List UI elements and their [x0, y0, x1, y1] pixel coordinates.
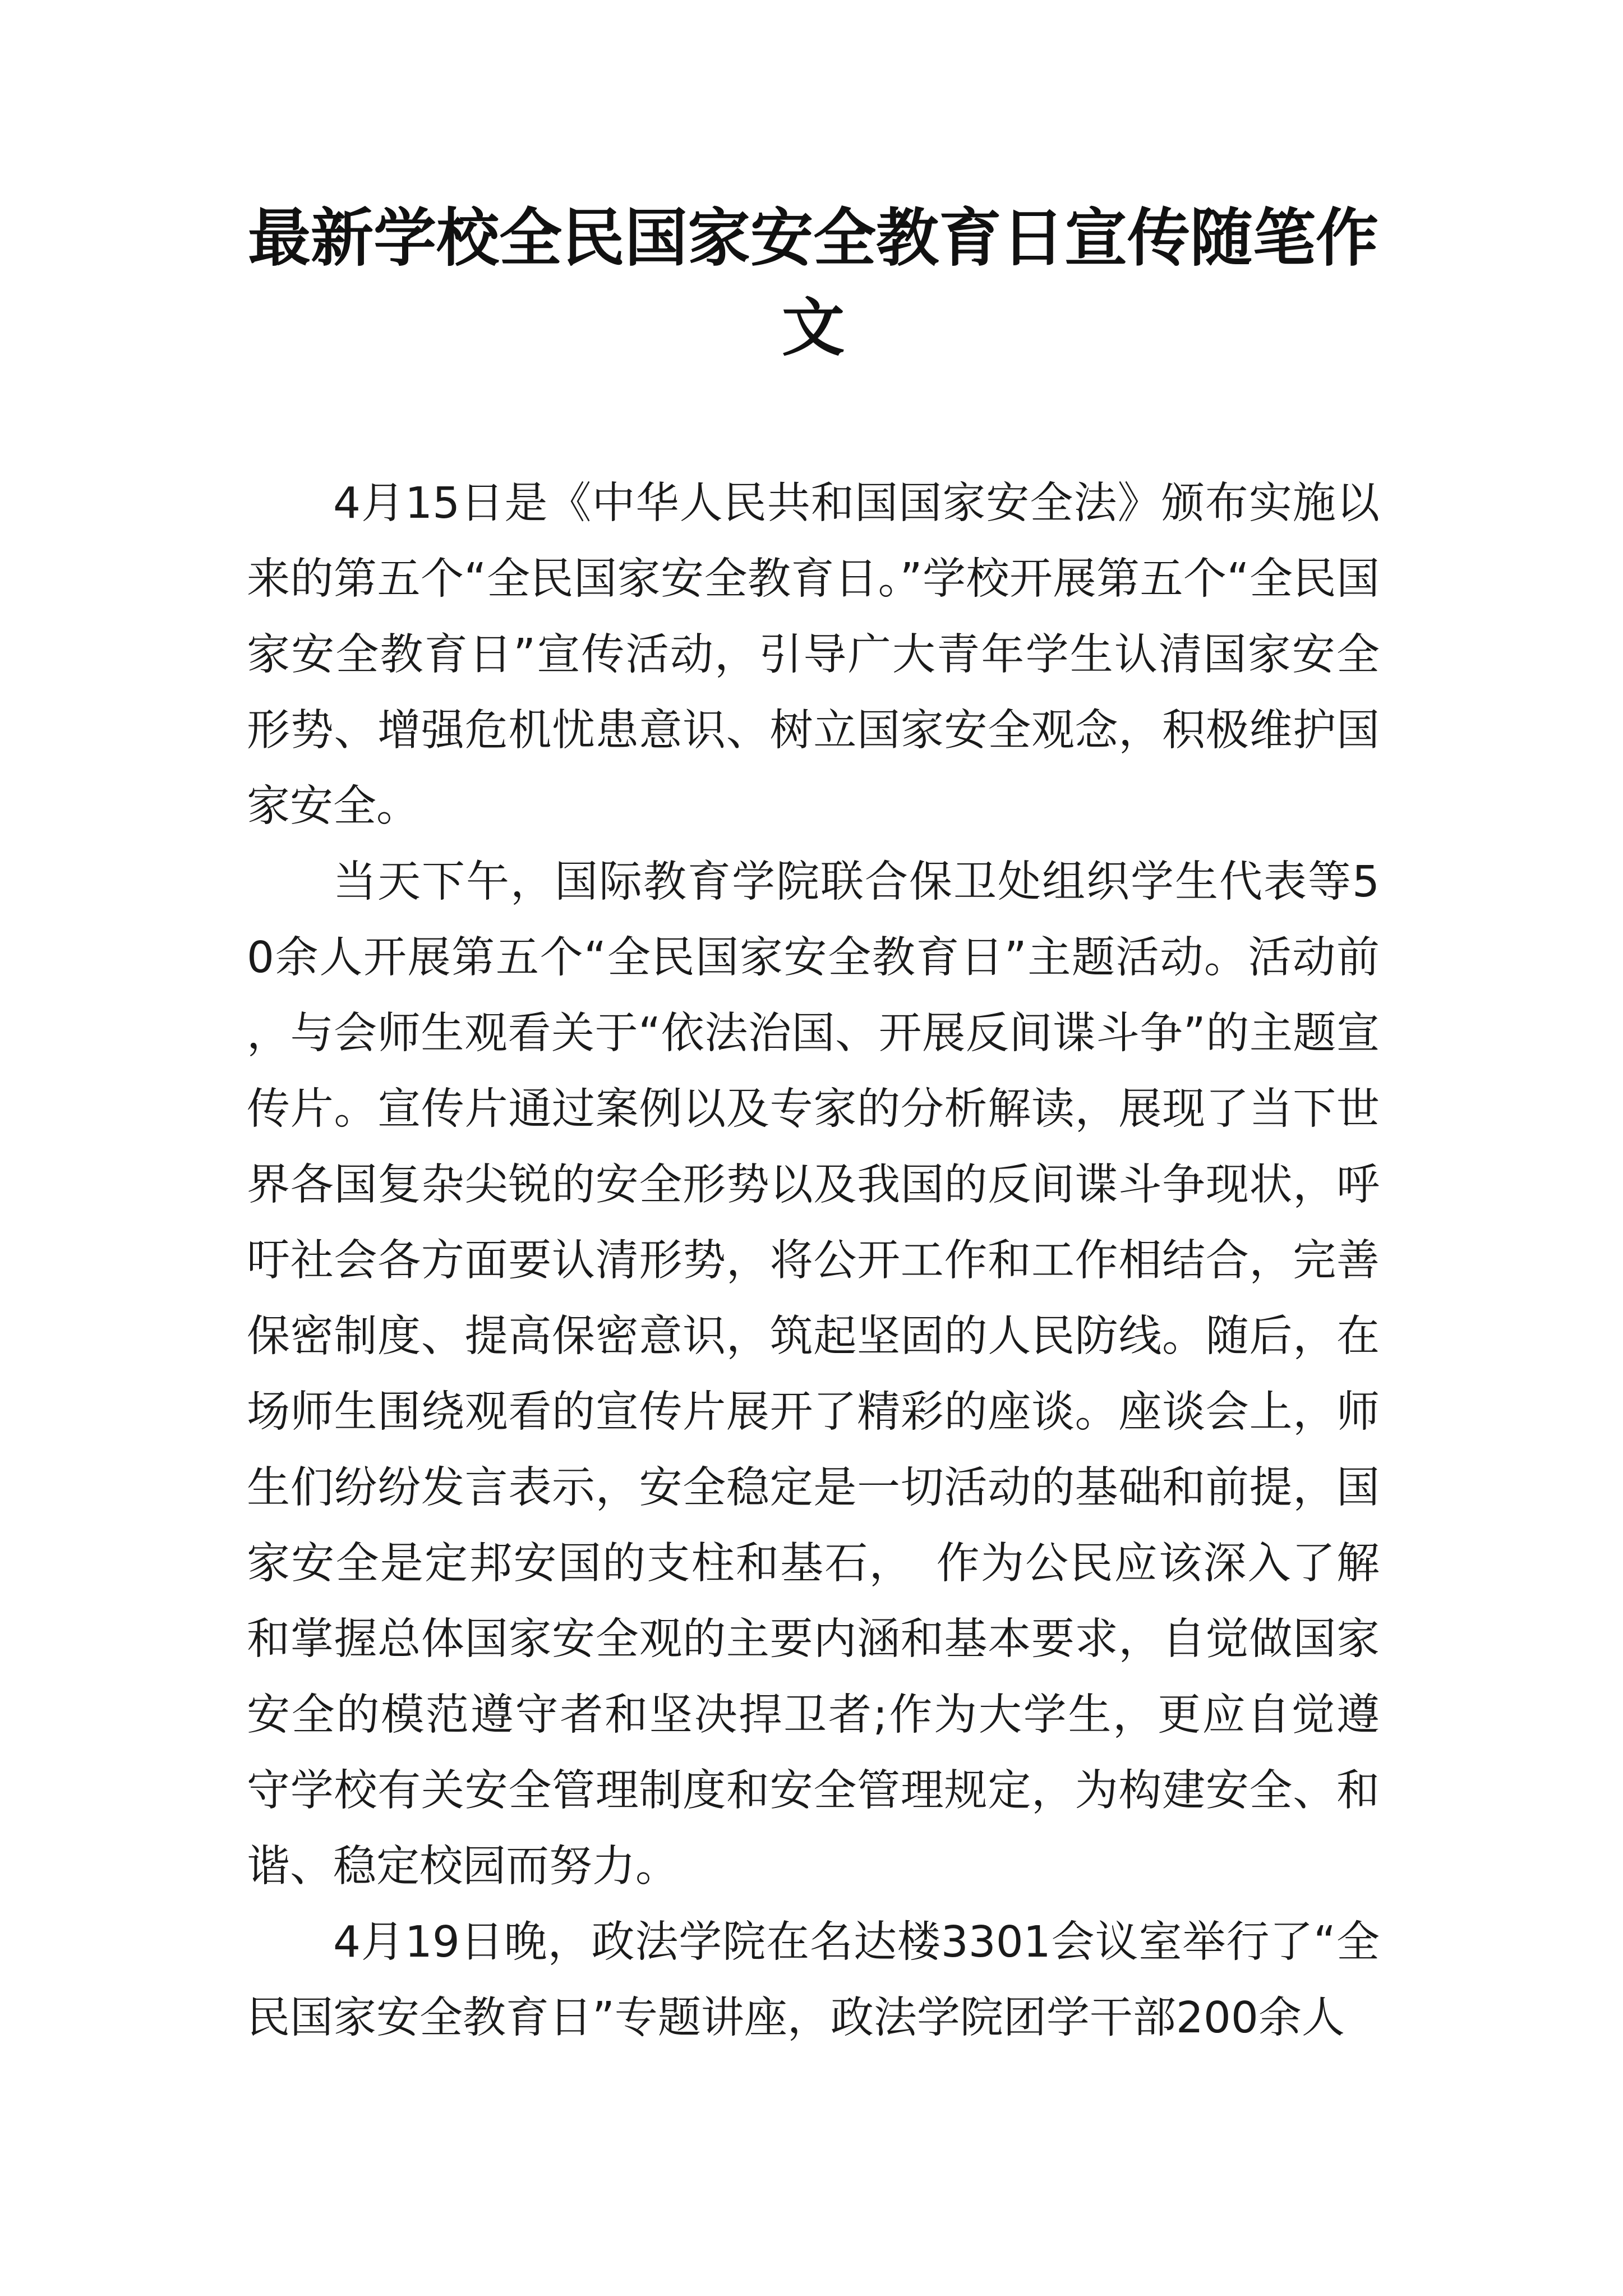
paragraph-2: 当天下午，国际教育学院联合保卫处组织学生代表等50余人开展第五个“全民国家安全教育日”主题活动。活动前，与会师生观看关于“依法治国、开展反间谍斗争”的主题宣传片。宣传片通过案例以及专家的分析解读，展现了当下世界各国复杂尖锐的安全形势以及我国的反间谍斗争现状，呼吁社会各方面要认清形势，将公开工作和工作相结合，完善保密制度、提高保密意识，筑起坚固的人民防线。随后，在场师生围绕观看的宣传片展开了精彩的座谈。座谈会上，师生们纷纷发言表示，安全稳定是一切活动的基础和前提，国家安全是定邦安国的支柱和基石， 作为公民应该深入了解和掌握总体国家安全观的主要内涵和基本要求，自觉做国家安全的模范遵守者和坚决捍卫者;作为大学生，更应自觉遵守学校有关安全管理制度和安全管理规定，为构建安全、和谐、稳定校园而努力。 [247, 857, 1380, 1892]
document-title: 最新学校全民国家安全教育日宣传随笔作文 [248, 201, 1378, 365]
document-body [247, 466, 1380, 2056]
paragraph-1: 4月15日是《中华人民共和国国家安全法》颁布实施以来的第五个“全民国家安全教育日。”学校开展第五个“全民国家安全教育日”宣传活动，引导广大青年学生认清国家安全形势、增强危机忧患意识、树立国家安全观念，积极维护国家安全。 [247, 478, 1380, 831]
paragraph-3: 4月19日晚，政法学院在名达楼3301会议室举行了“全民国家安全教育日”专题讲座，政法学院团学干部200余人 [247, 1917, 1380, 2043]
